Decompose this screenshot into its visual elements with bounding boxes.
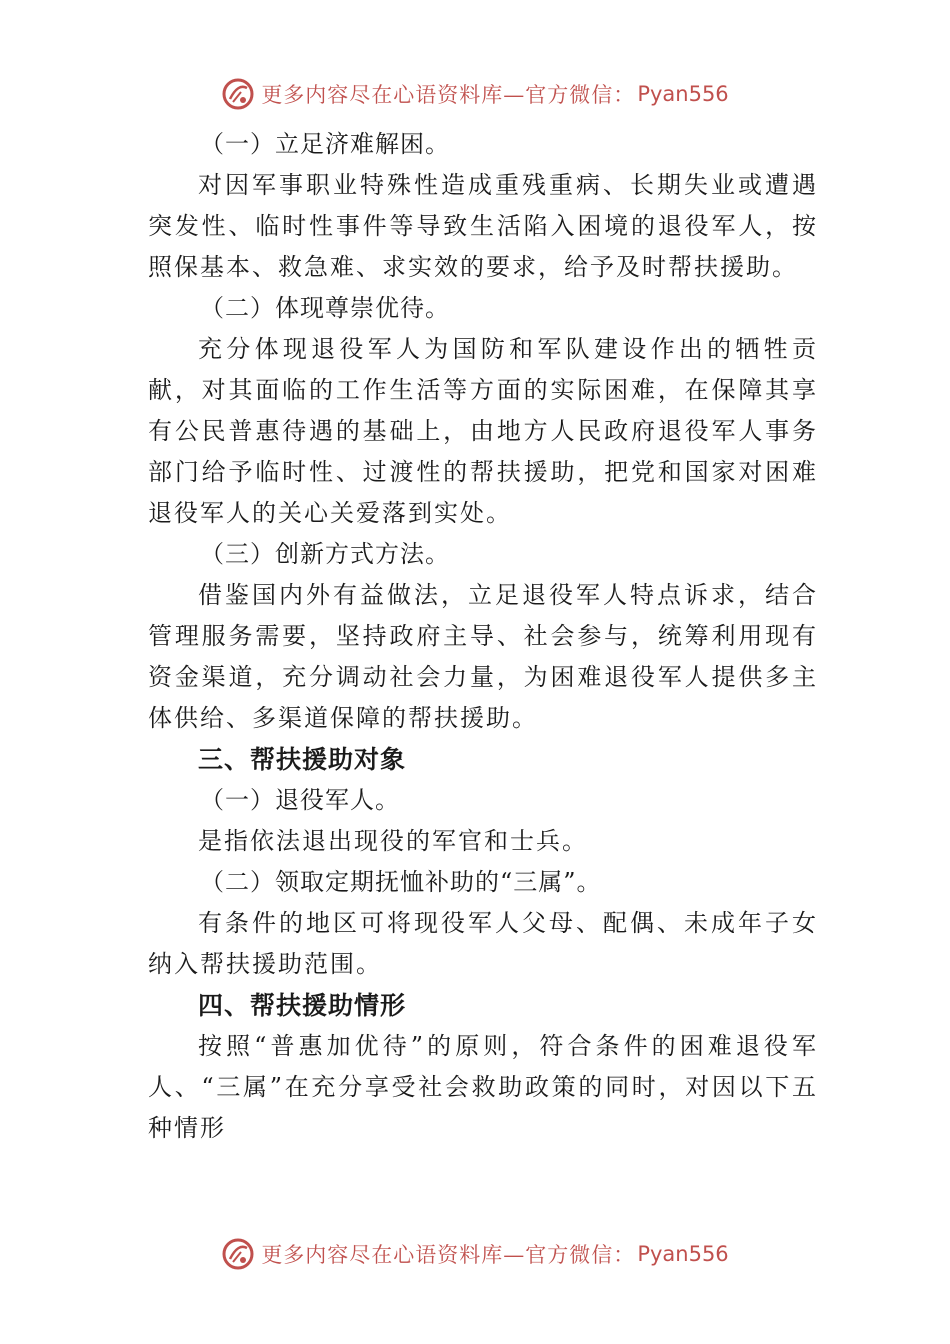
watermark-wechat-id: Pyan556 [637,1242,729,1266]
paragraph: 是指依法退出现役的军官和士兵。 [198,827,588,855]
paragraph: 对因军事职业特殊性造成重残重病、长期失业或遭遇突发性、临时性事件等导致生活陷入困境的退役军人，按照保基本、救急难、求实效的要求，给予及时帮扶援助。 [148,171,818,281]
section-title: （一）退役军人。 [200,786,400,814]
header-watermark [0,74,950,114]
heading: 四、帮扶援助情形 [198,991,407,1020]
section-title: （三）创新方式方法。 [200,540,450,568]
section-title: （一）立足济难解困。 [200,130,450,158]
paragraph: 充分体现退役军人为国防和军队建设作出的牺牲贡献，对其面临的工作生活等方面的实际困难，在保障其享有公民普惠待遇的基础上，由地方人民政府退役军人事务部门给予临时性、过渡性的帮扶援助，把党和国家对困难退役军人的关心关爱落到实处。 [148,335,818,527]
watermark-wechat-id: Pyan556 [637,82,729,106]
watermark-text: 更多内容尽在心语资料库—官方微信： [261,83,636,107]
logo-icon [221,1237,255,1271]
logo-icon [221,77,255,111]
footer-watermark [0,1234,950,1274]
document-body [148,124,818,1149]
section-title: （二）体现尊崇优待。 [200,294,450,322]
paragraph: 按照“普惠加优待”的原则，符合条件的困难退役军人、“三属”在充分享受社会救助政策的同时，对因以下五种情形 [148,1032,818,1142]
paragraph: 有条件的地区可将现役军人父母、配偶、未成年子女纳入帮扶援助范围。 [148,909,818,978]
section-title: （二）领取定期抚恤补助的“三属”。 [200,868,602,896]
paragraph: 借鉴国内外有益做法，立足退役军人特点诉求，结合管理服务需要，坚持政府主导、社会参与，统筹利用现有资金渠道，充分调动社会力量，为困难退役军人提供多主体供给、多渠道保障的帮扶援助。 [148,581,818,732]
heading: 三、帮扶援助对象 [198,745,407,774]
watermark-text: 更多内容尽在心语资料库—官方微信： [261,1243,636,1267]
